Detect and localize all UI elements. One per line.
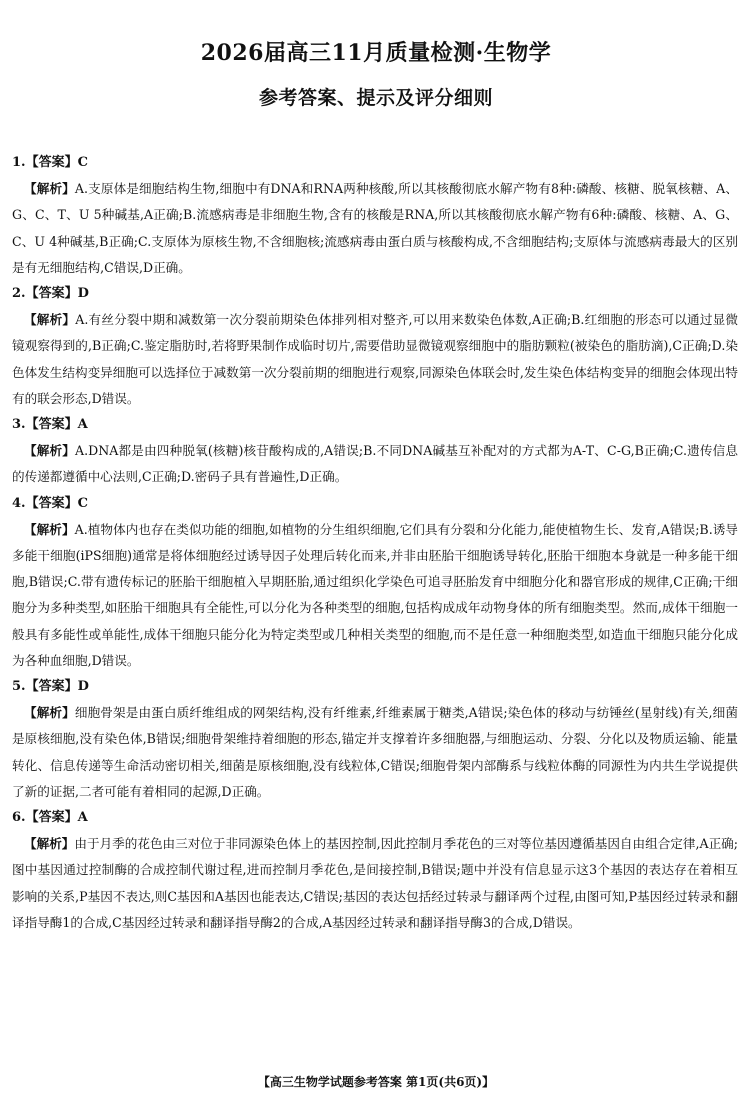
answer-value: A — [77, 417, 88, 433]
question-number: 5. — [12, 679, 26, 695]
answer-tag: 【答案】 — [25, 810, 78, 826]
analysis-tag: 【解析】 — [24, 521, 75, 537]
page-title: 2026届高三11月质量检测·生物学 — [200, 40, 552, 66]
answer-value: C — [77, 495, 88, 511]
analysis-text: 细胞骨架是由蛋白质纤维组成的网架结构,没有纤维素,纤维素属于糖类,A错误;染色体的移动与纺锤丝(星射线)有关,细菌是原核细胞,没有染色体,B错误;细胞骨架维持着细胞的形态,锚定并支撑着许多细胞器,与细胞运动、分裂、分化以及物质运输、能量转化、信息传递等生命活动密切相关,细菌是原核细胞,没有线粒体,C错误;细胞骨架内部酶系与线粒体酶的同源性为内共生学说提供了新的证据,二者可能有着相同的起源,D正确。 — [12, 705, 738, 799]
answer-value: D — [77, 286, 89, 302]
answer-line-5 — [12, 674, 738, 700]
answer-line-1 — [12, 150, 738, 176]
answer-list — [12, 150, 738, 936]
analysis-tag: 【解析】 — [24, 836, 75, 852]
analysis-text: 由于月季的花色由三对位于非同源染色体上的基因控制,因此控制月季花色的三对等位基因遵循基因自由组合定律,A正确;图中基因通过控制酶的合成控制代谢过程,进而控制月季花色,是间接控制,B错误;题中并没有信息显示这3个基因的表达存在着相互影响的关系,P基因不表达,则C基因和A基因也能表达,C错误;基因的表达包括经过转录与翻译两个过程,由图可知,P基因经过转录和翻译指导酶1的合成,C基因经过转录和翻译指导酶2的合成,A基因经过转录和翻译指导酶3的合成,D错误。 — [12, 836, 739, 930]
answer-tag: 【答案】 — [25, 155, 78, 170]
analysis-tag: 【解析】 — [24, 181, 75, 197]
analysis-paragraph-4 — [12, 517, 738, 674]
answer-tag: 【答案】 — [25, 286, 78, 302]
answer-value: C — [77, 155, 88, 170]
question-number: 1. — [12, 155, 26, 170]
page-footer: 【高三生物学试题参考答案 第1页(共6页)】 — [257, 1075, 495, 1089]
question-number: 3. — [12, 417, 26, 433]
analysis-paragraph-2 — [12, 307, 738, 412]
question-number: 6. — [12, 810, 26, 826]
analysis-tag: 【解析】 — [24, 312, 76, 328]
answer-line-2 — [12, 281, 738, 307]
analysis-paragraph-3 — [12, 438, 738, 490]
answer-line-3 — [12, 412, 738, 438]
answer-line-4 — [12, 491, 738, 517]
answer-tag: 【答案】 — [25, 417, 78, 433]
answer-tag: 【答案】 — [25, 495, 78, 511]
analysis-text: A.植物体内也存在类似功能的细胞,如植物的分生组织细胞,它们具有分裂和分化能力,能使植物生长、发育,A错误;B.诱导多能干细胞(iPS细胞)通常是将体细胞经过诱导因子处理后转化而来,并非由胚胎干细胞诱导转化,胚胎干细胞本身就是一种多能干细胞,B错误;C.带有遗传标记的胚胎干细胞植入早期胚胎,通过组织化学染色可追寻胚胎发育中细胞分化和器官形成的规律,C正确;干细胞分为多种类型,如胚胎干细胞具有全能性,可以分化为各种类型的细胞,包括构成成年动物身体的所有细胞类型。然而,成体干细胞一般具有多能性或单能性,成体干细胞只能分化为特定类型或几种相关类型的细胞,而不是任意一种细胞类型,如造血干细胞只能分化成为各种血细胞,D错误。 — [12, 521, 738, 668]
analysis-paragraph-5 — [12, 700, 738, 805]
question-number: 4. — [12, 495, 26, 511]
page-subtitle: 参考答案、提示及评分细则 — [258, 87, 493, 109]
answer-value: D — [77, 679, 89, 695]
answer-tag: 【答案】 — [25, 679, 78, 695]
analysis-tag: 【解析】 — [24, 443, 76, 459]
analysis-paragraph-6 — [12, 831, 738, 936]
analysis-text: A.有丝分裂中期和减数第一次分裂前期染色体排列相对整齐,可以用来数染色体数,A正确;B.红细胞的形态可以通过显微镜观察得到的,B正确;C.鉴定脂肪时,若将野果制作成临时切片,需要借助显微镜观察细胞中的脂肪颗粒(被染色的脂肪滴),C正确;D.染色体发生结构变异细胞可以选择位于减数第一次分裂前期的细胞进行观察,同源染色体联会时,发生染色体结构变异的细胞会体现出特有的联会形态,D错误。 — [12, 312, 739, 406]
answer-value: A — [77, 810, 88, 826]
analysis-tag: 【解析】 — [24, 705, 75, 721]
analysis-text: A.支原体是细胞结构生物,细胞中有DNA和RNA两种核酸,所以其核酸彻底水解产物有8种:磷酸、核糖、脱氧核糖、A、G、C、T、U 5种碱基,A正确;B.流感病毒是非细胞生物,含有的核酸是RNA,所以其核酸彻底水解产物有6种:磷酸、核糖、A、G、C、U 4种碱基,B正确;C.支原体为原核生物,不含细胞核;流感病毒由蛋白质与核酸构成,不含细胞结构;支原体与流感病毒最大的区别是有无细胞结构,C错误,D正确。 — [12, 181, 739, 275]
question-number: 2. — [12, 286, 26, 302]
answer-line-6 — [12, 805, 738, 831]
analysis-paragraph-1 — [12, 176, 738, 281]
analysis-text: A.DNA都是由四种脱氧(核糖)核苷酸构成的,A错误;B.不同DNA碱基互补配对的方式都为A-T、C-G,B正确;C.遗传信息的传递都遵循中心法则,C正确;D.密码子具有普遍性,D正确。 — [12, 443, 738, 485]
